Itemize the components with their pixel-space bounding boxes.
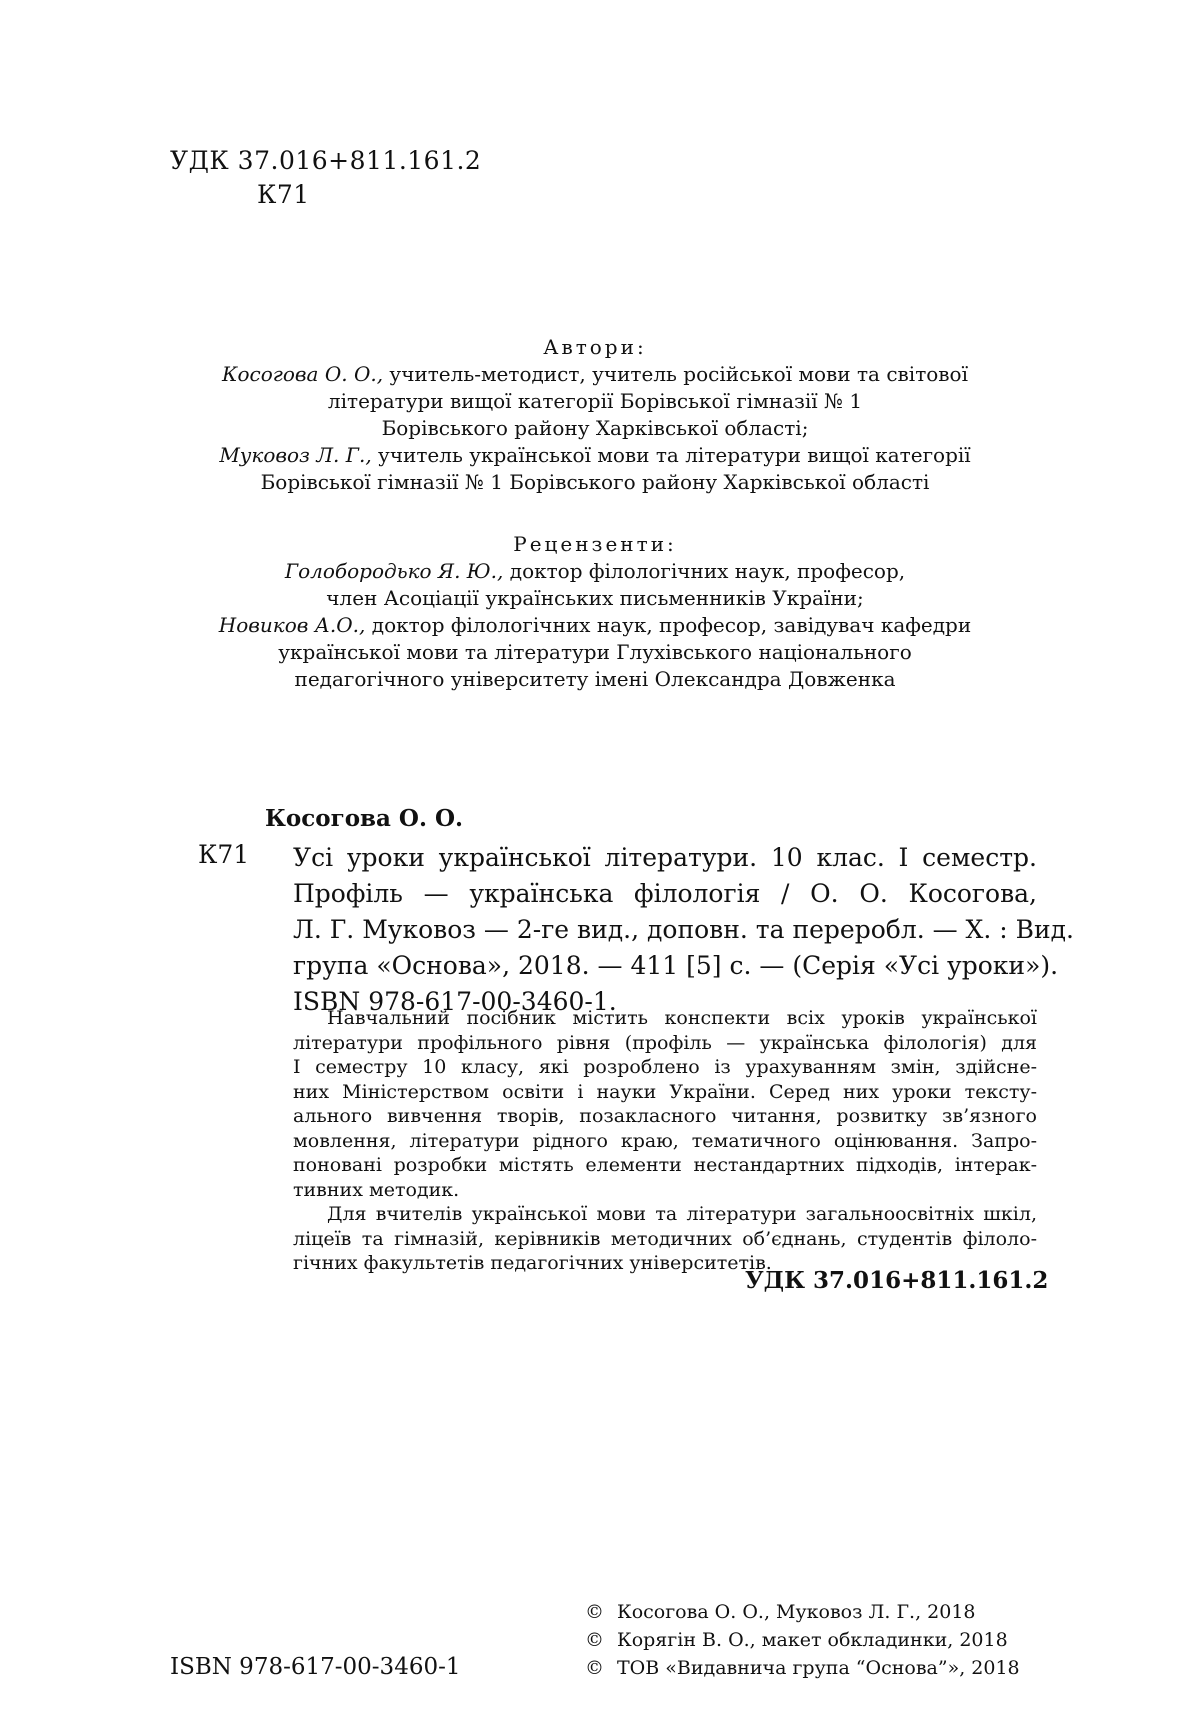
copyright-line (585, 1626, 1020, 1654)
author-description: учитель-методист, учитель російської мови та світової (383, 362, 968, 386)
entry-line: група «Основа», 2018. — 411 [5] с. — (Серія «Усі уроки»). (293, 951, 1059, 980)
authors-section (170, 334, 1020, 496)
reviewer-line (170, 585, 1020, 612)
reviewer-name: Новиков А.О., (218, 613, 366, 637)
reviewer-line (170, 612, 1020, 639)
copyright-text: ТОВ «Видавнича група “Основа”», 2018 (617, 1657, 1020, 1679)
bibliographic-entry (293, 840, 1074, 1020)
reviewer-line (170, 666, 1020, 693)
copyright-icon: © (585, 1601, 604, 1623)
annotation-line: поновані розробки містять елементи нестандартних підходів, інтерак- (293, 1154, 1037, 1176)
annotation-line: мовлення, літератури рідного краю, тематичного оцінювання. Запро- (293, 1129, 1037, 1152)
reviewers-section (170, 531, 1020, 693)
annotation-line: тивних методик. (293, 1178, 460, 1201)
reviewer-line (170, 639, 1020, 666)
reviewer-description: доктор філологічних наук, професор, завідувач кафедри (365, 613, 972, 637)
annotation-line: Навчальний посібник містить конспекти всіх уроків української (327, 1007, 1037, 1029)
reviewer-name: Голобородько Я. Ю., (284, 559, 504, 583)
audience-line: гічних факультетів педагогічних університетів. (293, 1252, 772, 1274)
reviewers-heading: Рецензенти: (513, 532, 677, 556)
card-author-sign-code: К71 (198, 840, 250, 869)
copyright-block (585, 1598, 1020, 1682)
entry-line: Усі уроки української літератури. 10 клас. І семестр. (293, 843, 1037, 872)
author-sign-code: К71 (257, 180, 310, 209)
card-author-heading: Косогова О. О. (265, 805, 464, 832)
copyright-icon: © (585, 1657, 604, 1679)
reviewer-line (170, 558, 1020, 585)
copyright-text: Корягін В. О., макет обкладинки, 2018 (617, 1629, 1008, 1651)
author-line (170, 388, 1020, 415)
entry-line: Л. Г. Муковоз — 2-ге вид., доповн. та переробл. — Х. : Вид. (293, 915, 1074, 944)
author-description: Борівського району Харківської області; (381, 416, 809, 440)
author-line (170, 469, 1020, 496)
reviewer-description: української мови та літератури Глухівського національного (278, 640, 912, 664)
annotation-line: літератури профільного рівня (профіль — українська філологія) для (293, 1031, 1037, 1054)
author-description: літератури вищої категорії Борівської гімназії № 1 (327, 389, 863, 413)
annotation-line: них Міністерством освіти і науки України. Серед них уроки тексту- (293, 1080, 1037, 1103)
udk-index: УДК 37.016+811.161.2 (170, 146, 482, 175)
audience-line: ліцеїв та гімназій, керівників методичних об’єднань, студентів філоло- (293, 1227, 1037, 1250)
copyright-text: Косогова О. О., Муковоз Л. Г., 2018 (617, 1601, 976, 1623)
audience-line: Для вчителів української мови та літератури загальноосвітніх шкіл, (327, 1203, 1037, 1225)
author-line (170, 442, 1020, 469)
author-description: Борівської гімназії № 1 Борівського району Харківської області (260, 470, 930, 494)
annotation-line: І семестру 10 класу, які розроблено із урахуванням змін, здійсне- (293, 1056, 1037, 1078)
reviewer-description: педагогічного університету імені Олександра Довженка (294, 667, 896, 691)
author-name: Косогова О. О., (222, 362, 384, 386)
copyright-line (585, 1598, 1020, 1626)
isbn: ISBN 978-617-00-3460-1 (170, 1654, 461, 1680)
entry-isbn: ISBN 978-617-00-3460-1. (293, 987, 617, 1016)
annotation-line: ального вивчення творів, позакласного читання, розвитку зв’язного (293, 1105, 1037, 1127)
entry-line: Профіль — українська філологія / О. О. Косогова, (293, 879, 1037, 908)
author-line (170, 361, 1020, 388)
copyright-icon: © (585, 1629, 604, 1651)
author-description: учитель української мови та літератури вищої категорії (371, 443, 971, 467)
author-name: Муковоз Л. Г., (219, 443, 372, 467)
annotation (293, 1006, 1037, 1276)
author-line (170, 415, 1020, 442)
copyright-line (585, 1654, 1020, 1682)
card-udk-index: УДК 37.016+811.161.2 (745, 1267, 1049, 1294)
authors-heading: Автори: (543, 335, 647, 359)
reviewer-description: член Асоціації українських письменників України; (326, 586, 864, 610)
reviewer-description: доктор філологічних наук, професор, (503, 559, 906, 583)
